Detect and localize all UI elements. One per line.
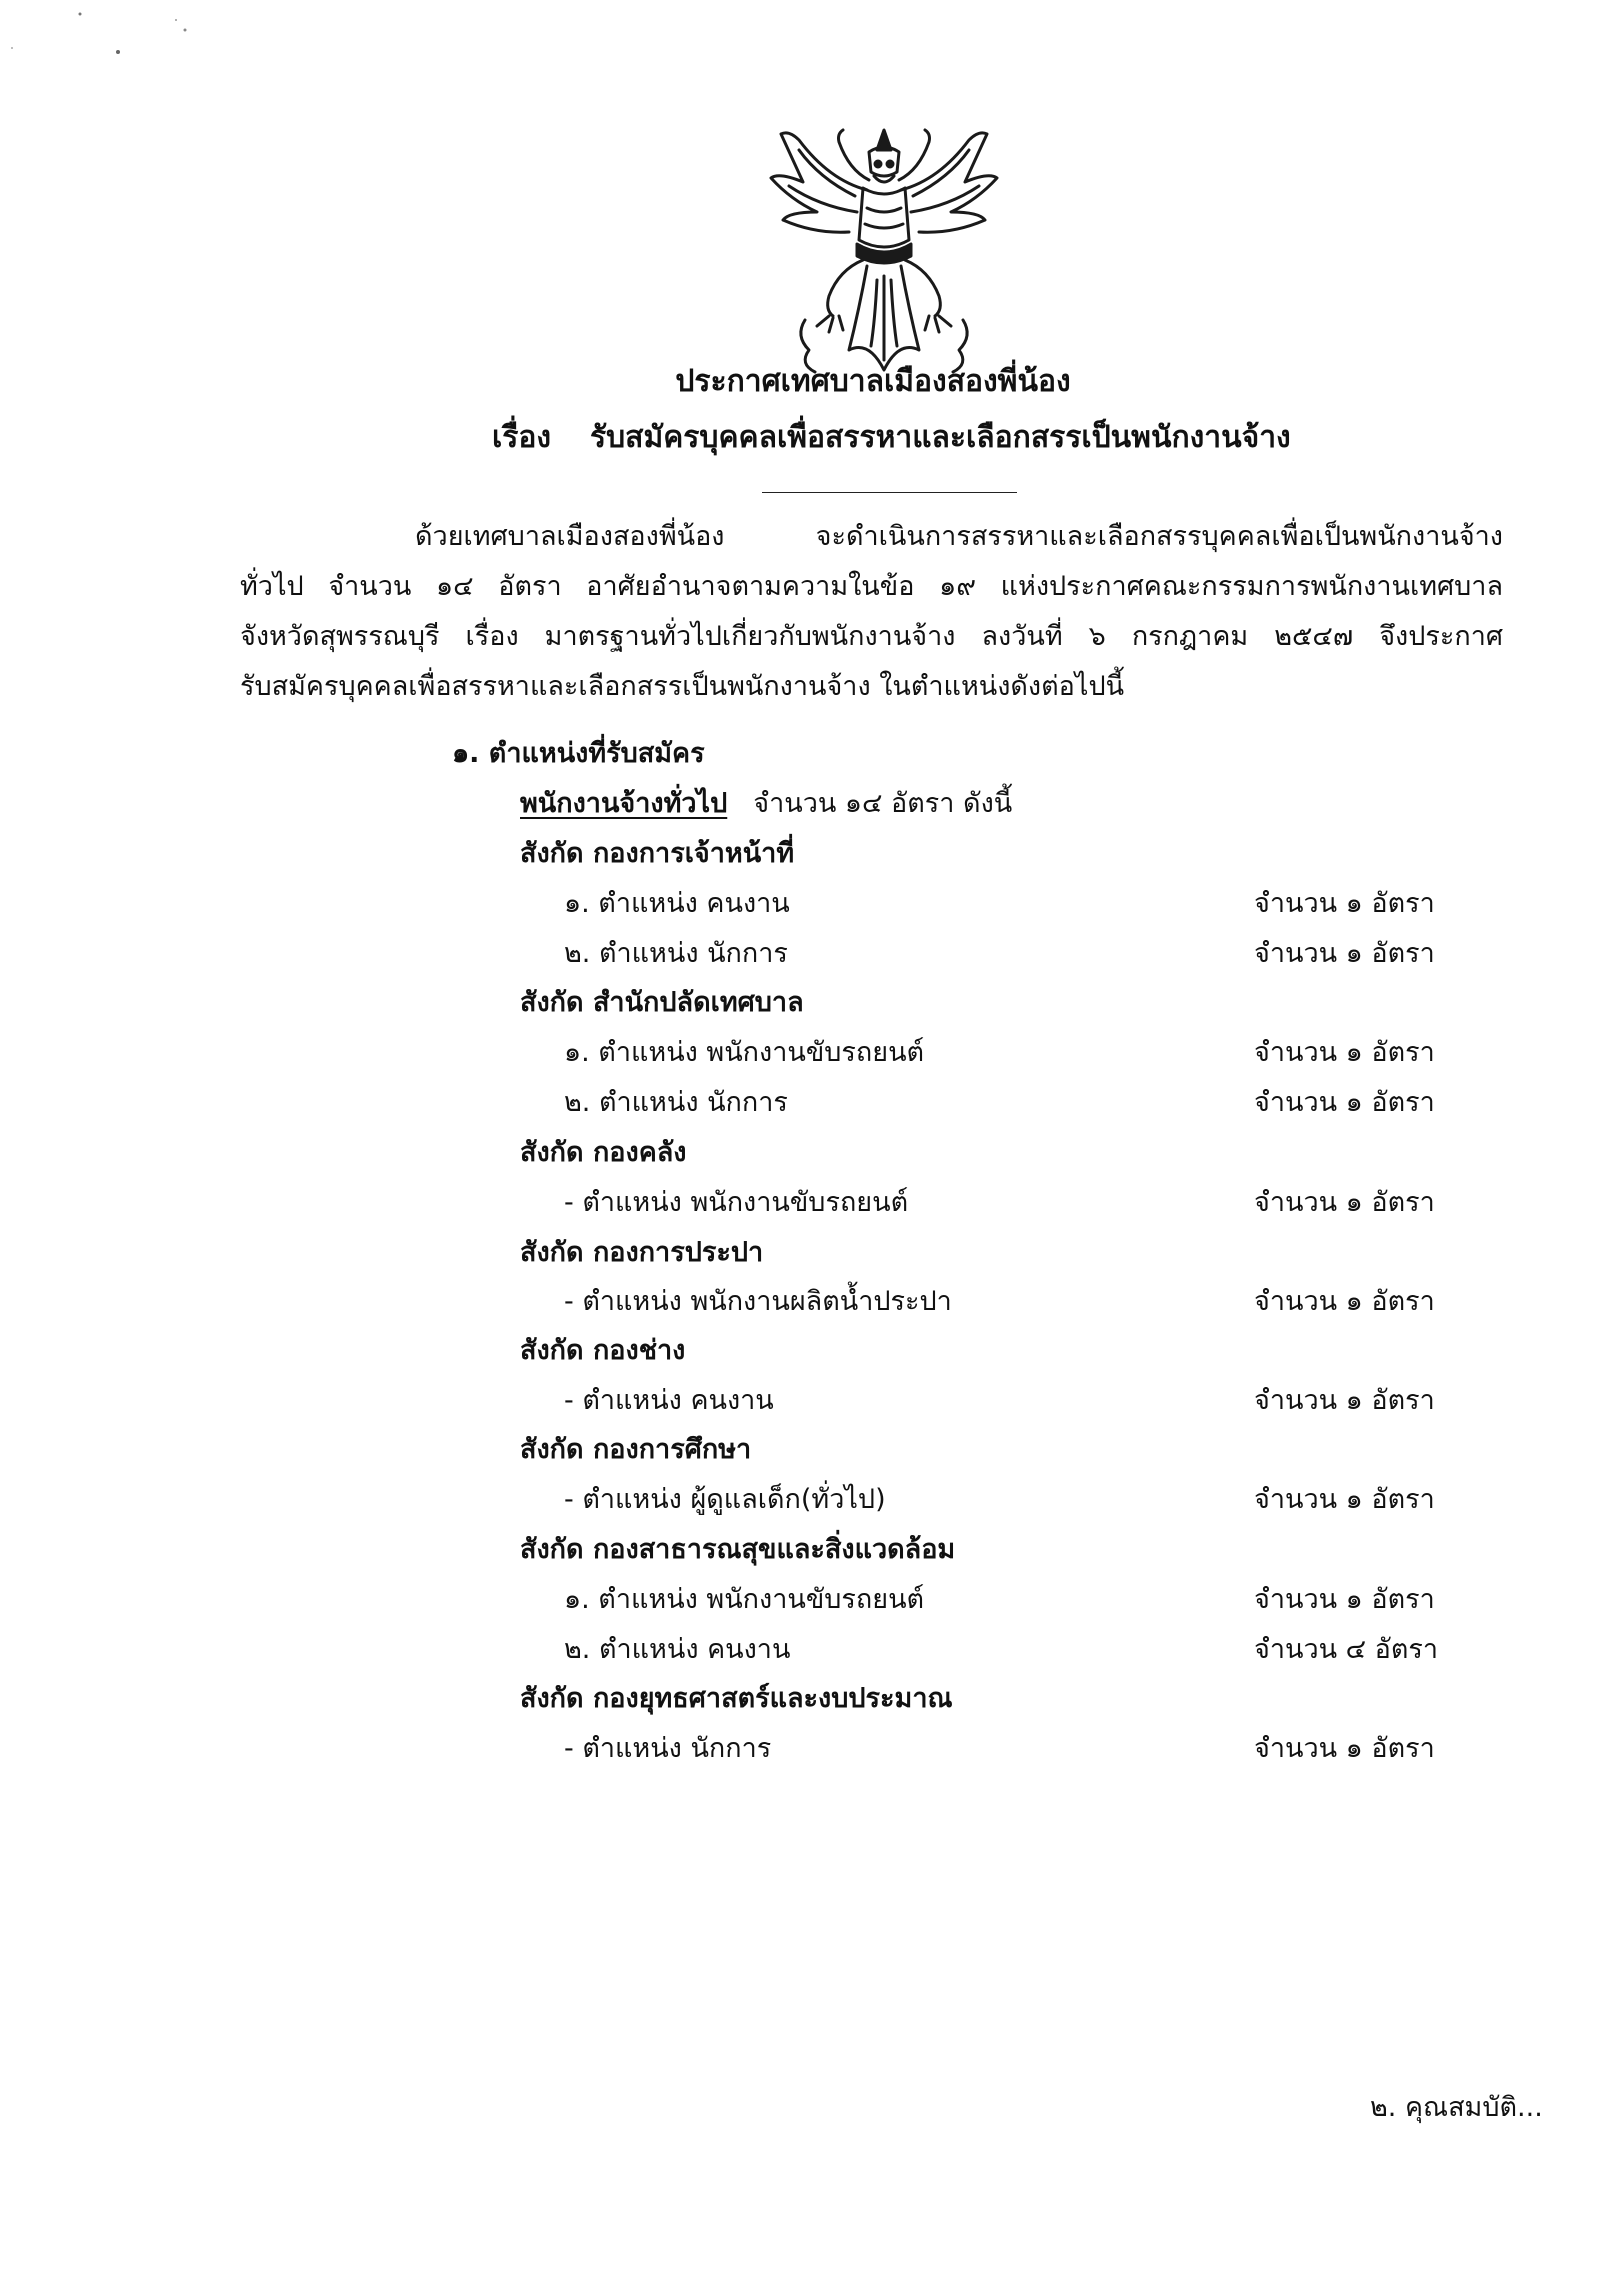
position-label: - ตำแหน่ง นักการ	[564, 1733, 772, 1764]
position-count: จำนวน ๑ อัตรา	[1254, 1037, 1435, 1068]
department-name: สังกัด กองการประปา	[520, 1237, 764, 1268]
subject-label: เรื่อง	[492, 420, 552, 455]
intro-paragraph	[240, 512, 1503, 712]
position-count: จำนวน ๑ อัตรา	[1254, 1087, 1435, 1118]
department-name: สังกัด กองยุทธศาสตร์และงบประมาณ	[520, 1683, 953, 1714]
subject-text: รับสมัครบุคคลเพื่อสรรหาและเลือกสรรเป็นพนักงานจ้าง	[590, 420, 1291, 455]
scan-specks	[0, 0, 220, 80]
position-count: จำนวน ๑ อัตรา	[1254, 1584, 1435, 1615]
section-heading: ๑. ตำแหน่งที่รับสมัคร	[452, 738, 705, 769]
group-count: จำนวน ๑๔ อัตรา ดังนี้	[753, 788, 1013, 819]
position-label: ๒. ตำแหน่ง นักการ	[564, 938, 788, 969]
department-name: สังกัด กองสาธารณสุขและสิ่งแวดล้อม	[520, 1534, 956, 1565]
employee-group	[520, 784, 1012, 824]
position-count: จำนวน ๑ อัตรา	[1254, 1385, 1435, 1416]
position-count: จำนวน ๑ อัตรา	[1254, 1187, 1435, 1218]
paragraph-line: จังหวัดสุพรรณบุรี เรื่อง มาตรฐานทั่วไปเกี่ยวกับพนักงานจ้าง ลงวันที่ ๖ กรกฎาคม ๒๕๔๗ จึงประกาศ	[240, 621, 1503, 652]
position-count: จำนวน ๑ อัตรา	[1254, 1733, 1435, 1764]
document-subject	[492, 418, 1291, 458]
position-label: - ตำแหน่ง ผู้ดูแลเด็ก(ทั่วไป)	[564, 1484, 886, 1515]
position-count: จำนวน ๑ อัตรา	[1254, 938, 1435, 969]
paragraph-line: รับสมัครบุคคลเพื่อสรรหาและเลือกสรรเป็นพนักงานจ้าง ในตำแหน่งดังต่อไปนี้	[240, 671, 1125, 702]
position-count: จำนวน ๑ อัตรา	[1254, 1286, 1435, 1317]
position-label: - ตำแหน่ง คนงาน	[564, 1385, 774, 1416]
position-label: ๒. ตำแหน่ง นักการ	[564, 1087, 788, 1118]
continuation-note: ๒. คุณสมบัติ...	[1370, 2092, 1543, 2123]
department-name: สังกัด สำนักปลัดเทศบาล	[520, 987, 804, 1018]
department-name: สังกัด กองการศึกษา	[520, 1434, 752, 1465]
position-label: - ตำแหน่ง พนักงานผลิตน้ำประปา	[564, 1286, 952, 1317]
position-label: ๑. ตำแหน่ง พนักงานขับรถยนต์	[564, 1037, 925, 1068]
position-label: ๑. ตำแหน่ง คนงาน	[564, 888, 790, 919]
department-name: สังกัด กองการเจ้าหน้าที่	[520, 838, 795, 869]
position-label: - ตำแหน่ง พนักงานขับรถยนต์	[564, 1187, 909, 1218]
title-divider	[762, 492, 1017, 493]
group-label: พนักงานจ้างทั่วไป	[520, 788, 728, 819]
position-count: จำนวน ๔ อัตรา	[1254, 1634, 1439, 1665]
document-title: ประกาศเทศบาลเมืองสองพี่น้อง	[675, 364, 1071, 399]
position-count: จำนวน ๑ อัตรา	[1254, 1484, 1435, 1515]
position-label: ๑. ตำแหน่ง พนักงานขับรถยนต์	[564, 1584, 925, 1615]
garuda-emblem-icon	[759, 120, 1009, 382]
department-name: สังกัด กองคลัง	[520, 1137, 687, 1168]
position-count: จำนวน ๑ อัตรา	[1254, 888, 1435, 919]
position-label: ๒. ตำแหน่ง คนงาน	[564, 1634, 791, 1665]
paragraph-line: ด้วยเทศบาลเมืองสองพี่น้อง จะดำเนินการสรรหาและเลือกสรรบุคคลเพื่อเป็นพนักงานจ้าง	[415, 521, 1503, 552]
department-name: สังกัด กองช่าง	[520, 1335, 686, 1366]
paragraph-line: ทั่วไป จำนวน ๑๔ อัตรา อาศัยอำนาจตามความในข้อ ๑๙ แห่งประกาศคณะกรรมการพนักงานเทศบาล	[240, 571, 1503, 602]
